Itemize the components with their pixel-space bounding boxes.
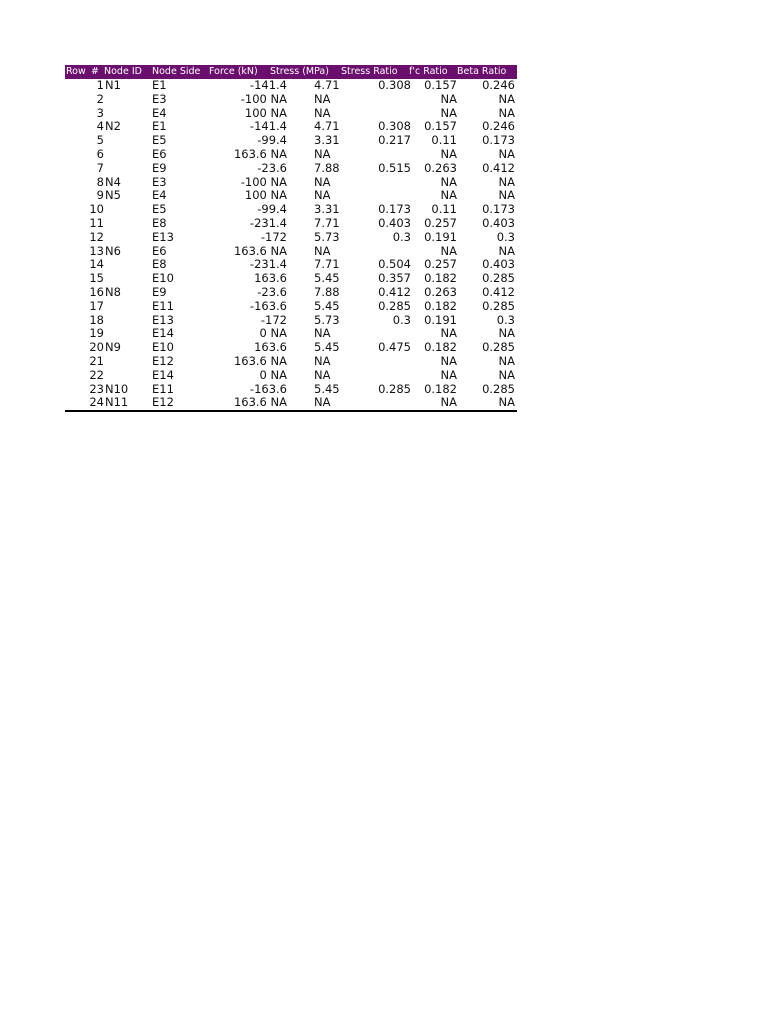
table-row xyxy=(65,107,517,121)
cell-stress: 5.45 xyxy=(314,381,340,396)
header-beta-ratio: Beta Ratio xyxy=(457,66,507,77)
cell-beta-ratio: NA xyxy=(498,326,515,341)
cell-node-side: E3 xyxy=(152,174,167,189)
cell-node-side: E11 xyxy=(152,381,174,396)
cell-node-side: E13 xyxy=(152,229,174,244)
cell-stress: NA xyxy=(314,326,331,341)
cell-fc-ratio: NA xyxy=(440,174,457,189)
cell-beta-ratio: NA xyxy=(498,353,515,368)
cell-node-id: N8 xyxy=(105,284,121,299)
cell-node-side: E1 xyxy=(152,119,167,134)
table-row xyxy=(65,369,517,383)
table-row xyxy=(65,93,517,107)
table-row xyxy=(65,300,517,314)
cell-stress-ratio: 0.308 xyxy=(378,119,411,134)
cell-node-side: E9 xyxy=(152,284,167,299)
cell-beta-ratio: NA xyxy=(498,91,515,106)
cell-stress-ratio: 0.285 xyxy=(378,381,411,396)
cell-node-id: N4 xyxy=(105,174,121,189)
cell-node-id: N9 xyxy=(105,340,121,355)
cell-fc-ratio: 0.263 xyxy=(424,160,457,175)
cell-fc-ratio: NA xyxy=(440,188,457,203)
cell-force: 0 NA xyxy=(259,326,287,341)
cell-stress-ratio: 0.403 xyxy=(378,215,411,230)
cell-fc-ratio: 0.182 xyxy=(424,340,457,355)
cell-force: -141.4 xyxy=(249,119,287,134)
cell-beta-ratio: 0.412 xyxy=(482,284,515,299)
cell-stress: NA xyxy=(314,174,331,189)
cell-row-number: 1 xyxy=(96,78,104,92)
cell-force: -172 xyxy=(260,312,287,327)
cell-stress: 5.45 xyxy=(314,271,340,286)
table-row xyxy=(65,189,517,203)
cell-stress: NA xyxy=(314,367,331,382)
cell-beta-ratio: NA xyxy=(498,105,515,120)
cell-row-number: 21 xyxy=(89,353,104,368)
cell-row-number: 15 xyxy=(89,271,104,286)
cell-beta-ratio: 0.403 xyxy=(482,257,515,272)
cell-row-number: 3 xyxy=(96,105,104,120)
table-row xyxy=(65,176,517,190)
cell-force: -99.4 xyxy=(257,133,287,148)
cell-stress-ratio: 0.3 xyxy=(392,312,411,327)
cell-node-side: E5 xyxy=(152,133,167,148)
cell-node-id: N10 xyxy=(105,381,129,396)
cell-node-id: N6 xyxy=(105,243,121,258)
cell-stress: NA xyxy=(314,146,331,161)
table-row xyxy=(65,134,517,148)
cell-fc-ratio: NA xyxy=(440,105,457,120)
cell-beta-ratio: 0.285 xyxy=(482,271,515,286)
cell-beta-ratio: 0.285 xyxy=(482,340,515,355)
cell-row-number: 13 xyxy=(89,243,104,258)
cell-node-id: N1 xyxy=(105,78,121,92)
cell-stress-ratio: 0.173 xyxy=(378,202,411,217)
cell-row-number: 24 xyxy=(89,395,104,410)
table-row xyxy=(65,79,517,93)
cell-row-number: 22 xyxy=(89,367,104,382)
cell-force: 163.6 xyxy=(254,340,287,355)
cell-fc-ratio: 0.191 xyxy=(424,229,457,244)
cell-fc-ratio: 0.11 xyxy=(431,133,457,148)
cell-beta-ratio: NA xyxy=(498,243,515,258)
table-row xyxy=(65,327,517,341)
table-row xyxy=(65,162,517,176)
cell-fc-ratio: 0.157 xyxy=(424,78,457,92)
table-header-row xyxy=(65,65,517,79)
cell-row-number: 5 xyxy=(96,133,104,148)
cell-force: 100 NA xyxy=(244,188,287,203)
cell-stress-ratio: 0.3 xyxy=(392,229,411,244)
cell-node-side: E10 xyxy=(152,340,174,355)
cell-stress: NA xyxy=(314,395,331,410)
cell-stress-ratio: 0.357 xyxy=(378,271,411,286)
cell-beta-ratio: 0.3 xyxy=(496,229,515,244)
cell-force: -100 NA xyxy=(240,91,287,106)
cell-fc-ratio: NA xyxy=(440,146,457,161)
cell-force: -231.4 xyxy=(249,215,287,230)
cell-node-side: E14 xyxy=(152,326,174,341)
cell-stress-ratio: 0.308 xyxy=(378,78,411,92)
cell-node-side: E8 xyxy=(152,257,167,272)
cell-beta-ratio: 0.285 xyxy=(482,381,515,396)
table-row xyxy=(65,341,517,355)
cell-fc-ratio: NA xyxy=(440,326,457,341)
cell-fc-ratio: 0.257 xyxy=(424,215,457,230)
table-row xyxy=(65,272,517,286)
cell-beta-ratio: 0.246 xyxy=(482,119,515,134)
cell-force: -100 NA xyxy=(240,174,287,189)
cell-force: -231.4 xyxy=(249,257,287,272)
cell-stress: NA xyxy=(314,105,331,120)
cell-beta-ratio: NA xyxy=(498,367,515,382)
table-row xyxy=(65,258,517,272)
cell-force: -141.4 xyxy=(249,78,287,92)
cell-force: -23.6 xyxy=(257,160,287,175)
cell-node-side: E12 xyxy=(152,353,174,368)
table-row xyxy=(65,148,517,162)
cell-stress: 3.31 xyxy=(314,133,340,148)
cell-beta-ratio: NA xyxy=(498,395,515,410)
cell-row-number: 19 xyxy=(89,326,104,341)
cell-fc-ratio: 0.182 xyxy=(424,298,457,313)
cell-fc-ratio: NA xyxy=(440,353,457,368)
cell-row-number: 4 xyxy=(96,119,104,134)
cell-beta-ratio: 0.412 xyxy=(482,160,515,175)
cell-stress: 4.71 xyxy=(314,119,340,134)
table-row xyxy=(65,120,517,134)
cell-force: 0 NA xyxy=(259,367,287,382)
cell-node-side: E6 xyxy=(152,243,167,258)
cell-row-number: 6 xyxy=(96,146,104,161)
header-row: Row xyxy=(66,66,86,77)
cell-stress-ratio: 0.285 xyxy=(378,298,411,313)
table-row xyxy=(65,217,517,231)
table-row xyxy=(65,396,517,410)
header-force: Force (kN) xyxy=(209,66,258,77)
header-node-side: Node Side xyxy=(152,66,201,77)
header-node-id: Node ID xyxy=(104,66,142,77)
cell-fc-ratio: 0.11 xyxy=(431,202,457,217)
cell-force: -163.6 xyxy=(249,298,287,313)
cell-node-side: E11 xyxy=(152,298,174,313)
cell-stress-ratio: 0.217 xyxy=(378,133,411,148)
cell-node-side: E3 xyxy=(152,91,167,106)
cell-fc-ratio: NA xyxy=(440,243,457,258)
cell-fc-ratio: 0.257 xyxy=(424,257,457,272)
cell-row-number: 20 xyxy=(89,340,104,355)
cell-stress: 5.73 xyxy=(314,312,340,327)
cell-fc-ratio: 0.157 xyxy=(424,119,457,134)
cell-node-side: E5 xyxy=(152,202,167,217)
cell-node-id: N11 xyxy=(105,395,129,410)
cell-row-number: 2 xyxy=(96,91,104,106)
cell-stress: 3.31 xyxy=(314,202,340,217)
cell-node-side: E13 xyxy=(152,312,174,327)
cell-stress: 7.88 xyxy=(314,160,340,175)
cell-node-id: N5 xyxy=(105,188,121,203)
cell-force: 163.6 NA xyxy=(233,243,287,258)
header-stress-ratio: Stress Ratio xyxy=(341,66,398,77)
cell-row-number: 23 xyxy=(89,381,104,396)
cell-fc-ratio: NA xyxy=(440,395,457,410)
cell-node-id: N2 xyxy=(105,119,121,134)
cell-stress: 5.45 xyxy=(314,340,340,355)
cell-row-number: 10 xyxy=(89,202,104,217)
cell-stress: 7.71 xyxy=(314,257,340,272)
cell-stress: NA xyxy=(314,188,331,203)
cell-beta-ratio: 0.246 xyxy=(482,78,515,92)
cell-fc-ratio: 0.191 xyxy=(424,312,457,327)
cell-force: 100 NA xyxy=(244,105,287,120)
cell-stress: 5.45 xyxy=(314,298,340,313)
cell-force: 163.6 NA xyxy=(233,395,287,410)
cell-stress-ratio: 0.412 xyxy=(378,284,411,299)
cell-row-number: 18 xyxy=(89,312,104,327)
cell-force: -99.4 xyxy=(257,202,287,217)
cell-force: -23.6 xyxy=(257,284,287,299)
table-row xyxy=(65,355,517,369)
header-number: # xyxy=(91,66,99,77)
cell-row-number: 17 xyxy=(89,298,104,313)
cell-stress-ratio: 0.504 xyxy=(378,257,411,272)
cell-node-side: E10 xyxy=(152,271,174,286)
table-row xyxy=(65,314,517,328)
cell-force: -172 xyxy=(260,229,287,244)
table-row xyxy=(65,286,517,300)
cell-stress-ratio: 0.515 xyxy=(378,160,411,175)
table-body xyxy=(65,79,517,410)
cell-beta-ratio: NA xyxy=(498,174,515,189)
cell-stress: 4.71 xyxy=(314,78,340,92)
cell-node-side: E14 xyxy=(152,367,174,382)
cell-force: 163.6 xyxy=(254,271,287,286)
cell-fc-ratio: 0.182 xyxy=(424,381,457,396)
data-table xyxy=(65,65,517,412)
table-row xyxy=(65,203,517,217)
cell-node-side: E4 xyxy=(152,105,167,120)
cell-row-number: 9 xyxy=(96,188,104,203)
cell-stress: NA xyxy=(314,91,331,106)
cell-beta-ratio: 0.173 xyxy=(482,202,515,217)
cell-fc-ratio: 0.263 xyxy=(424,284,457,299)
cell-node-side: E4 xyxy=(152,188,167,203)
cell-stress-ratio: 0.475 xyxy=(378,340,411,355)
table-row xyxy=(65,231,517,245)
cell-row-number: 8 xyxy=(96,174,104,189)
cell-fc-ratio: NA xyxy=(440,91,457,106)
cell-node-side: E6 xyxy=(152,146,167,161)
cell-beta-ratio: NA xyxy=(498,188,515,203)
cell-beta-ratio: 0.173 xyxy=(482,133,515,148)
cell-beta-ratio: 0.285 xyxy=(482,298,515,313)
cell-force: -163.6 xyxy=(249,381,287,396)
cell-node-side: E9 xyxy=(152,160,167,175)
cell-force: 163.6 NA xyxy=(233,146,287,161)
cell-node-side: E8 xyxy=(152,215,167,230)
cell-stress: NA xyxy=(314,353,331,368)
table-row xyxy=(65,245,517,259)
header-fc-ratio: f'c Ratio xyxy=(409,66,448,77)
cell-row-number: 7 xyxy=(96,160,104,175)
cell-node-side: E1 xyxy=(152,78,167,92)
cell-fc-ratio: NA xyxy=(440,367,457,382)
cell-row-number: 11 xyxy=(89,215,104,230)
cell-beta-ratio: NA xyxy=(498,146,515,161)
cell-stress: NA xyxy=(314,243,331,258)
cell-beta-ratio: 0.403 xyxy=(482,215,515,230)
cell-row-number: 14 xyxy=(89,257,104,272)
cell-fc-ratio: 0.182 xyxy=(424,271,457,286)
cell-node-side: E12 xyxy=(152,395,174,410)
cell-beta-ratio: 0.3 xyxy=(496,312,515,327)
cell-stress: 5.73 xyxy=(314,229,340,244)
header-stress: Stress (MPa) xyxy=(270,66,329,77)
cell-row-number: 12 xyxy=(89,229,104,244)
cell-stress: 7.88 xyxy=(314,284,340,299)
cell-force: 163.6 NA xyxy=(233,353,287,368)
table-row xyxy=(65,383,517,397)
cell-stress: 7.71 xyxy=(314,215,340,230)
cell-row-number: 16 xyxy=(89,284,104,299)
